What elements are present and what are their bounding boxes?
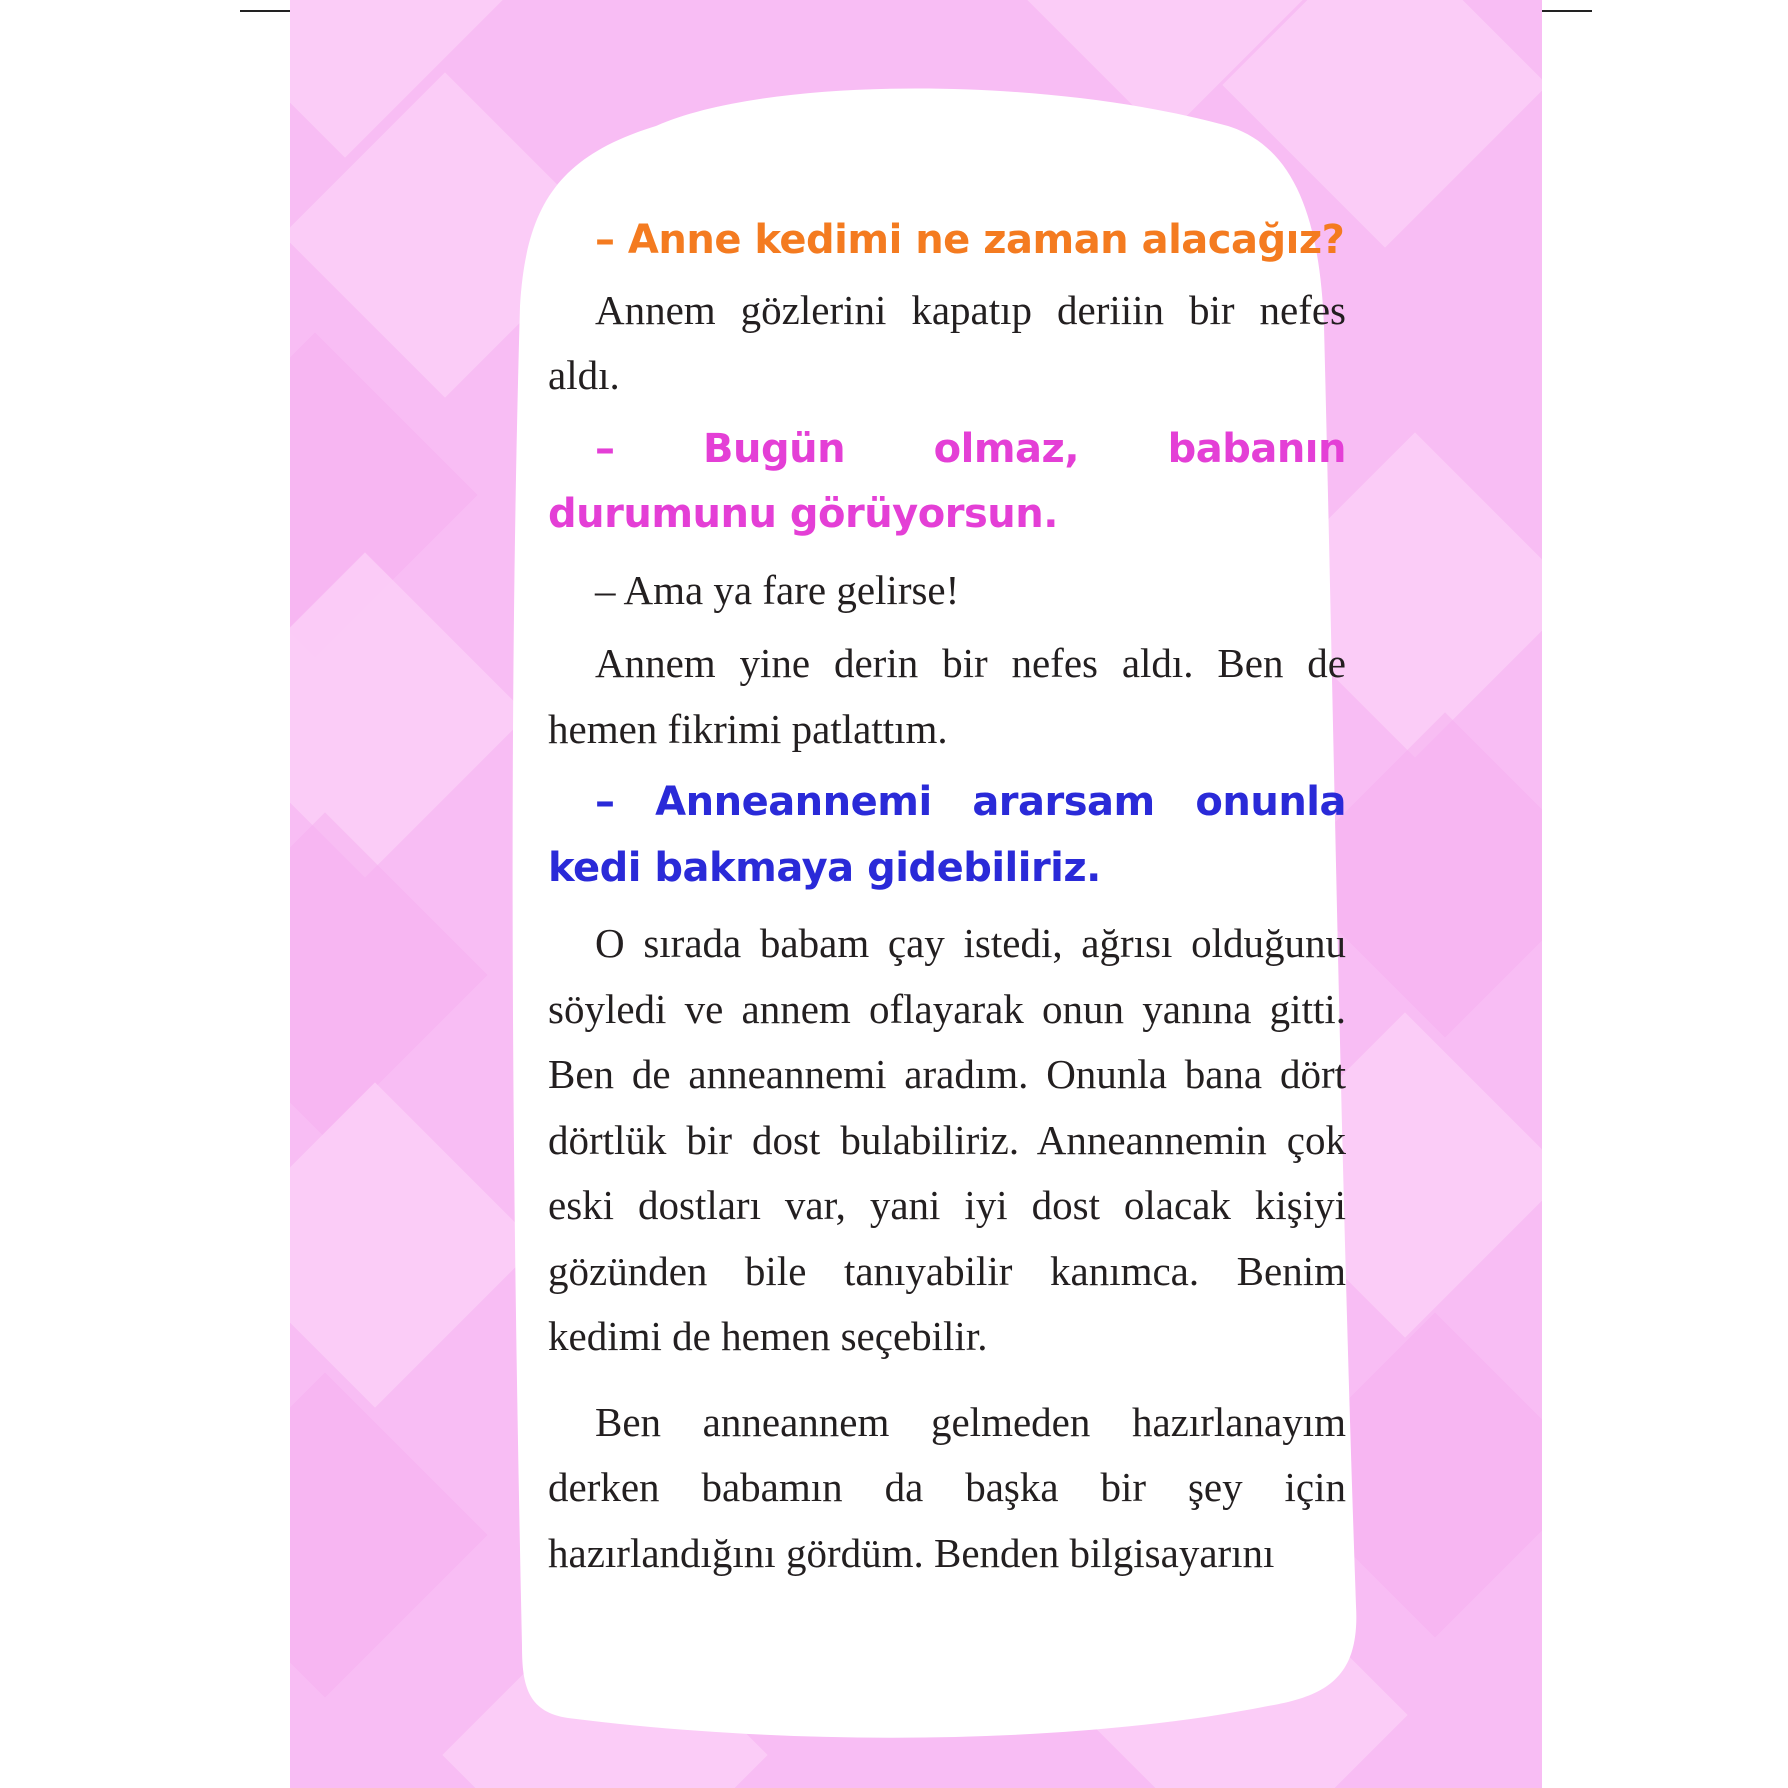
- background-diamond: [290, 1082, 538, 1407]
- narration-paragraph: Annem yine derin bir nefes aldı. Ben de hemen fikrimi patlattım.: [548, 640, 1346, 752]
- crop-mark-right: [1542, 10, 1592, 12]
- dialog-line-orange: – Anne kedimi ne zaman alacağız?: [595, 217, 1345, 263]
- narration-paragraph: Annem gözlerini kapatıp deriiin bir nefes aldı.: [548, 286, 1346, 398]
- crop-mark-left: [240, 10, 290, 12]
- dialog-line-magenta: – Bugün olmaz, babanın durumunu görüyorsun.: [548, 425, 1346, 537]
- background-diamond: [290, 1372, 488, 1697]
- narration-paragraph: O sırada babam çay istedi, ağrısı olduğunu söyledi ve annem oflayarak onun yanına gitti. Ben de anneannemi aradım. Onunla bana dört dörtlük bir dost bulabiliriz. Anneannemin çok eski dostları var, yani iyi dost olacak kişiyi gözünden bile tanıyabilir kanımca. Benim kedimi de hemen seçebilir.: [548, 920, 1346, 1359]
- background-diamond: [290, 812, 488, 1137]
- narration-paragraph: Ben anneannem gelmeden hazırlanayım derken babamın da başka bir şey için hazırlandığını gördüm. Benden bilgisayarını: [548, 1398, 1346, 1576]
- dialog-line-plain: – Ama ya fare gelirse!: [595, 566, 960, 613]
- story-text: [548, 208, 1346, 1594]
- dialog-line-blue: – Anneannemi ararsam onunla kedi bakmaya gidebiliriz.: [548, 779, 1346, 891]
